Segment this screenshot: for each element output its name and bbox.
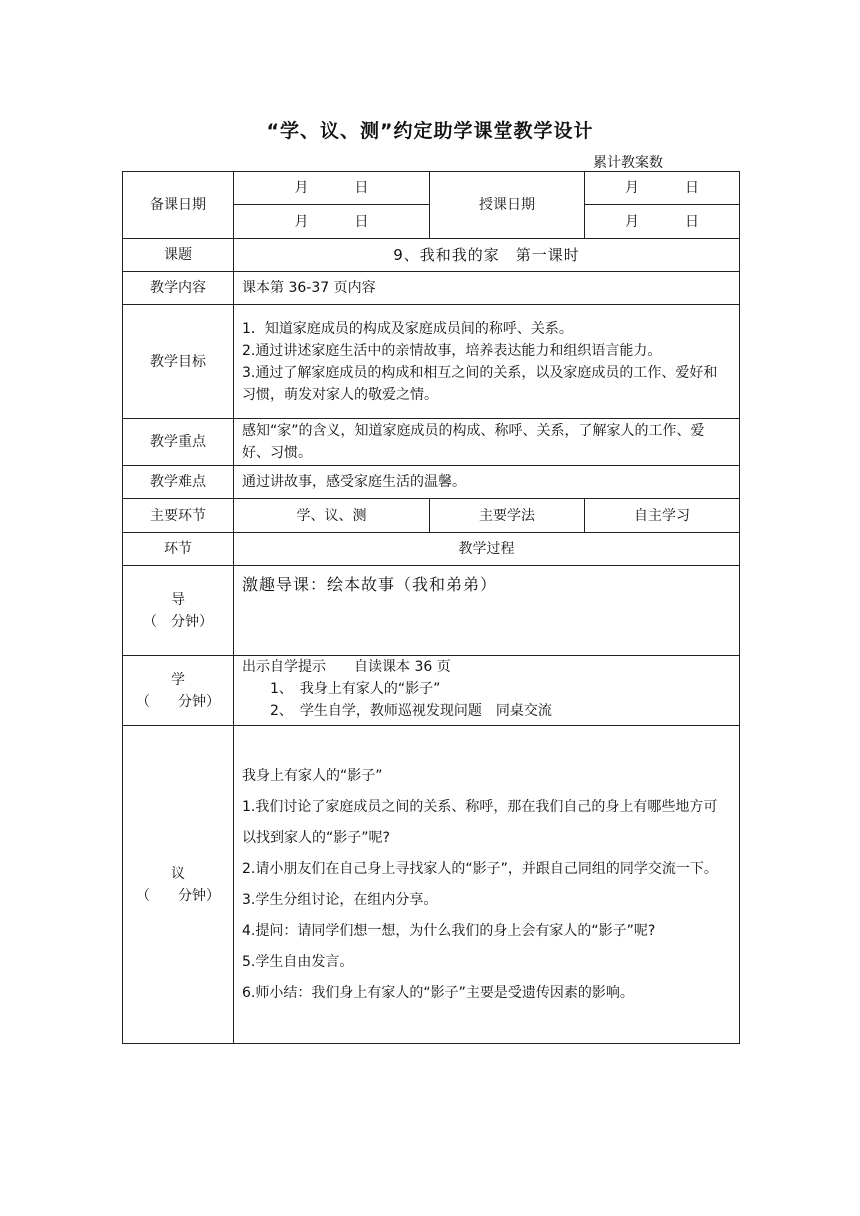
stage-time: （ 分钟） — [143, 613, 213, 630]
xue-line: 1、 我身上有家人的“影子” — [270, 681, 441, 697]
stage-yi — [123, 726, 234, 1044]
goal-item: 3.通过了解家庭成员的构成和相互之间的关系，以及家庭成员的工作、爱好和习惯，萌发对家人的敬爱之情。 — [242, 364, 718, 403]
prep-date-2: 月 日 — [234, 205, 430, 239]
difficulty-label: 教学难点 — [123, 466, 234, 499]
teach-date-label: 授课日期 — [430, 172, 585, 239]
yi-line: 3.学生分组讨论，在组内分享。 — [242, 891, 438, 908]
content-value: 课本第 36-37 页内容 — [234, 272, 740, 305]
main-step-label: 主要环节 — [123, 499, 234, 533]
main-step-value: 学、议、测 — [234, 499, 430, 533]
yi-line: 1.我们讨论了家庭成员之间的关系、称呼，那在我们自己的身上有哪些地方可以找到家人的“影子”呢? — [242, 798, 718, 846]
key-label: 教学重点 — [123, 419, 234, 466]
yi-line: 5.学生自由发言。 — [242, 953, 354, 970]
key-value: 感知“家”的含义，知道家庭成员的构成、称呼、关系，了解家人的工作、爱好、习惯。 — [234, 419, 740, 466]
counter-label: 累计教案数 — [593, 155, 663, 171]
stage-name: 议 — [171, 865, 185, 882]
teach-date-1: 月 日 — [585, 172, 740, 205]
difficulty-value: 通过讲故事，感受家庭生活的温馨。 — [234, 466, 740, 499]
content-label: 教学内容 — [123, 272, 234, 305]
yi-line: 2.请小朋友们在自己身上寻找家人的“影子”，并跟自己同组的同学交流一下。 — [242, 860, 718, 877]
stage-time: （ 分钟） — [136, 693, 220, 710]
prep-date-label: 备课日期 — [123, 172, 234, 239]
goal-item: 2.通过讲述家庭生活中的亲情故事，培养表达能力和组织语言能力。 — [242, 342, 662, 359]
stage-name: 导 — [171, 591, 185, 608]
stage-xue — [123, 656, 234, 726]
yi-line: 6.师小结：我们身上有家人的“影子”主要是受遗传因素的影响。 — [242, 984, 634, 1001]
stage-yi-content — [234, 726, 740, 1044]
yi-line: 4.提问：请同学们想一想，为什么我们的身上会有家人的“影子”呢? — [242, 922, 656, 939]
lesson-plan-table — [122, 171, 740, 1044]
stage-xue-content — [234, 656, 740, 726]
stage-dao — [123, 566, 234, 656]
xue-line: 2、 学生自学，教师巡视发现问题 同桌交流 — [270, 703, 552, 719]
stage-dao-content: 激趣导课：绘本故事（我和弟弟） — [234, 566, 740, 656]
teach-date-2: 月 日 — [585, 205, 740, 239]
process-header: 教学过程 — [234, 533, 740, 566]
prep-date-1: 月 日 — [234, 172, 430, 205]
xue-line: 出示自学提示 自读课本 36 页 — [242, 659, 451, 675]
main-method-label: 主要学法 — [430, 499, 585, 533]
goals-list — [234, 305, 740, 419]
stage-time: （ 分钟） — [136, 887, 220, 904]
document-title: “学、议、测”约定助学课堂教学设计 — [266, 120, 594, 142]
yi-line: 我身上有家人的“影子” — [242, 767, 383, 784]
counter-blank — [663, 157, 729, 172]
topic-label: 课题 — [123, 239, 234, 272]
stage-name: 学 — [171, 671, 185, 688]
goal-item: 1．知道家庭成员的构成及家庭成员间的称呼、关系。 — [242, 320, 573, 337]
main-method-value: 自主学习 — [585, 499, 740, 533]
lesson-counter — [593, 152, 729, 172]
topic-value: 9、我和我的家 第一课时 — [234, 239, 740, 272]
goals-label: 教学目标 — [123, 305, 234, 419]
step-header: 环节 — [123, 533, 234, 566]
